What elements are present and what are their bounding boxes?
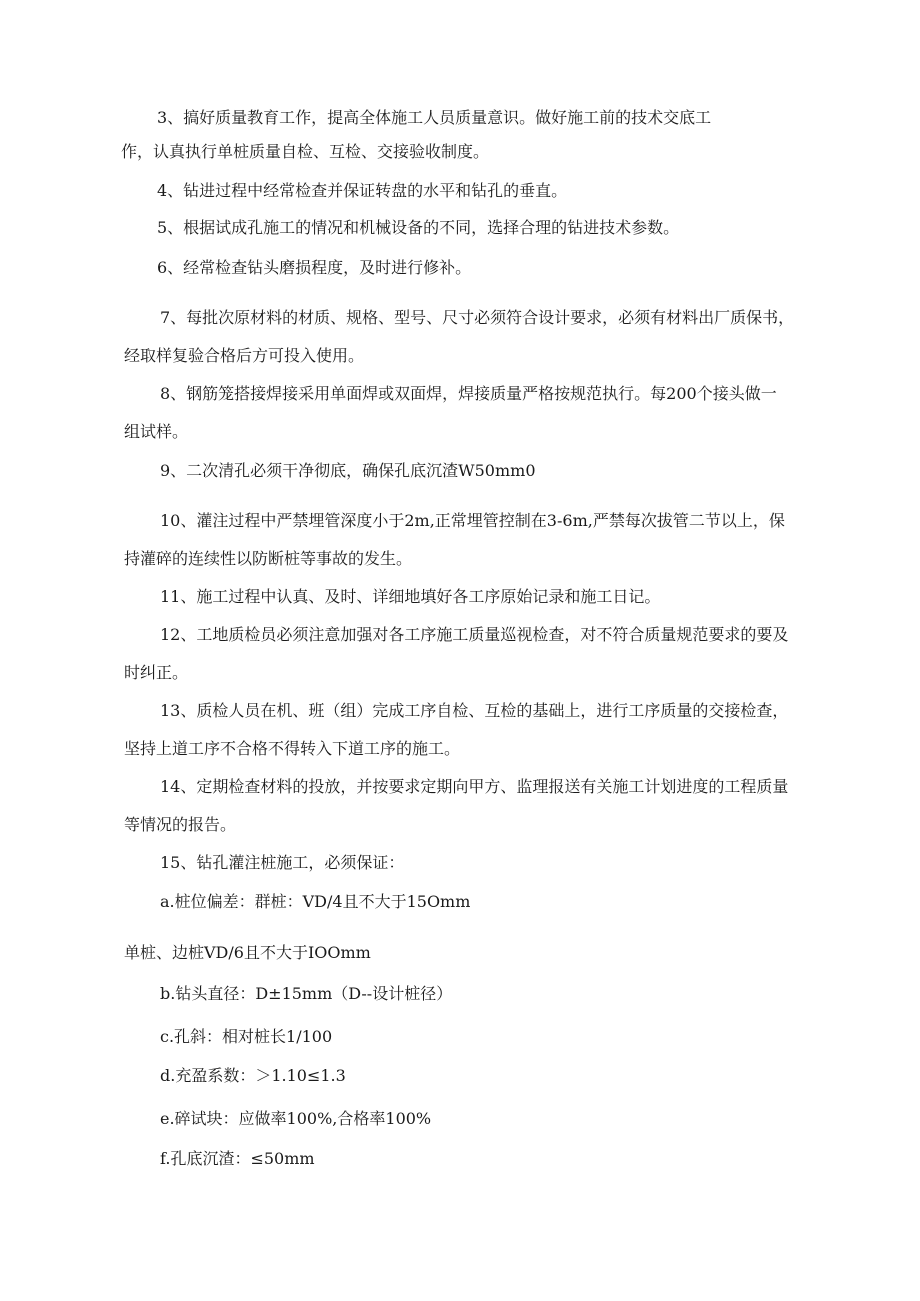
item-3-line-1: 3、搞好质量教育工作，提高全体施工人员质量意识。做好施工前的技术交底工 — [157, 108, 712, 127]
item-12-line-2: 时纠正。 — [124, 663, 189, 682]
item-10-line-2: 持灌碎的连续性以防断桩等事故的发生。 — [124, 549, 413, 568]
item-15-line-1: 15、钻孔灌注桩施工，必须保证： — [160, 853, 405, 872]
item-13-line-1: 13、质检人员在机、班（组）完成工序自检、互检的基础上，进行工序质量的交接检查， — [160, 701, 789, 720]
item-3-line-2: 作，认真执行单桩质量自检、互检、交接验收制度。 — [121, 142, 490, 161]
item-7-line-1: 7、每批次原材料的材质、规格、型号、尺寸必须符合设计要求，必须有材料出厂质保书， — [160, 308, 795, 327]
sub-item-c: c.孔斜：相对桩长1/100 — [160, 1027, 333, 1046]
item-4-line-1: 4、钻进过程中经常检查并保证转盘的水平和钻孔的垂直。 — [157, 181, 568, 200]
sub-item-a: a.桩位偏差：群桩：VD/4且不大于15Omm — [160, 892, 471, 911]
sub-item-e: e.碎试块：应做率100%,合格率100% — [160, 1109, 432, 1128]
item-9-line-1: 9、二次清孔必须干净彻底，确保孔底沉渣W50mm0 — [160, 461, 536, 480]
sub-item-f: f.孔底沉渣：≤50mm — [160, 1149, 315, 1168]
item-10-line-1: 10、灌注过程中严禁埋管深度小于2m,正常埋管控制在3-6m,严禁每次拔管二节以上，保 — [160, 511, 785, 530]
item-12-line-1: 12、工地质检员必须注意加强对各工序施工质量巡视检查，对不符合质量规范要求的要及 — [160, 625, 789, 644]
sub-item-b: b.钻头直径：D±15mm（D--设计桩径） — [160, 984, 453, 1003]
item-8-line-2: 组试样。 — [124, 422, 189, 441]
item-5-line-1: 5、根据试成孔施工的情况和机械设备的不同，选择合理的钻进技术参数。 — [157, 218, 680, 237]
item-13-line-2: 坚持上道工序不合格不得转入下道工序的施工。 — [124, 739, 461, 758]
item-11-line-1: 11、施工过程中认真、及时、详细地填好各工序原始记录和施工日记。 — [160, 587, 661, 606]
sub-item-a-continued: 单桩、边桩VD/6且不大于IOOmm — [124, 943, 371, 962]
item-7-line-2: 经取样复验合格后方可投入使用。 — [124, 346, 365, 365]
sub-item-d: d.充盈系数：＞1.10≤1.3 — [160, 1066, 346, 1085]
item-8-line-1: 8、钢筋笼搭接焊接采用单面焊或双面焊，焊接质量严格按规范执行。每200个接头做一 — [160, 384, 777, 403]
item-6-line-1: 6、经常检查钻头磨损程度，及时进行修补。 — [157, 258, 472, 277]
item-14-line-2: 等情况的报告。 — [124, 815, 237, 834]
item-14-line-1: 14、定期检查材料的投放，并按要求定期向甲方、监理报送有关施工计划进度的工程质量 — [160, 777, 789, 796]
